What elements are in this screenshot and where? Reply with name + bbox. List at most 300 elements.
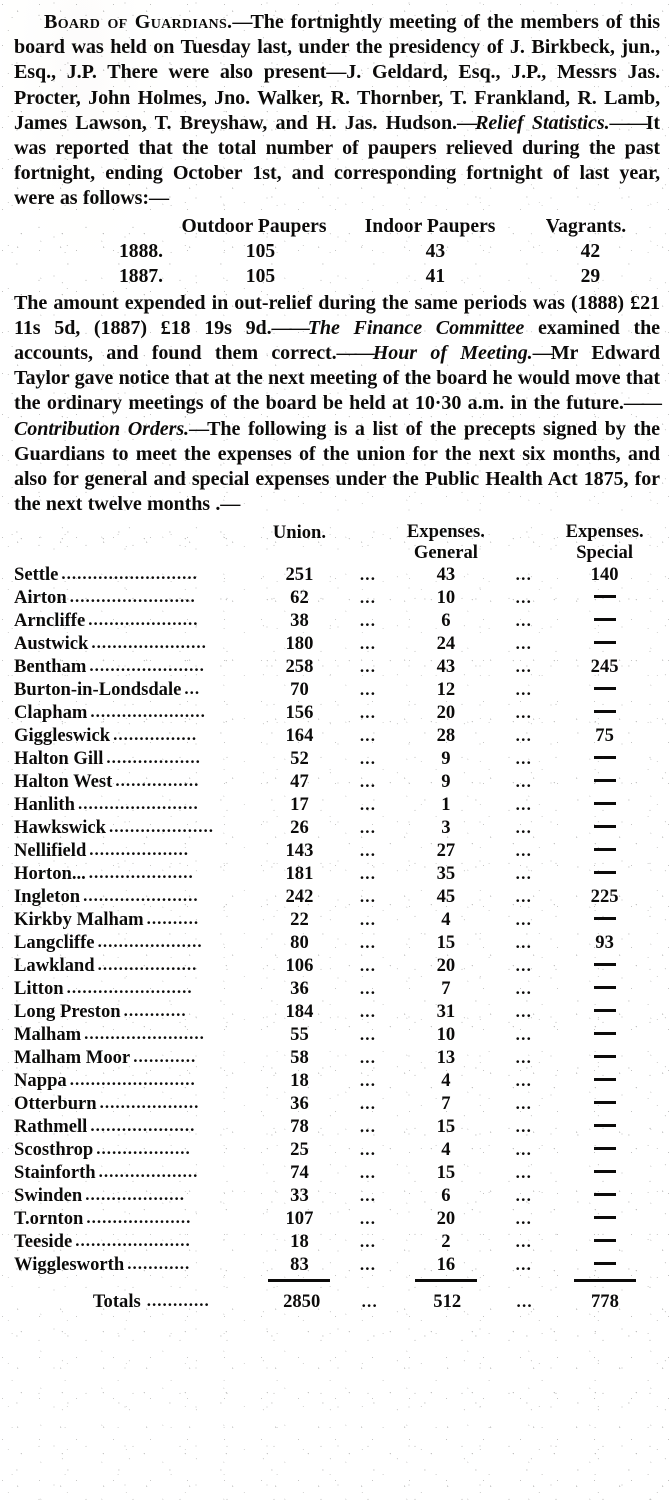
precept-special-value	[549, 1000, 660, 1023]
precept-township-name: Nellifield	[14, 840, 87, 862]
precept-special-value	[549, 1161, 660, 1184]
row-dots-2: ...	[515, 634, 533, 654]
precept-union-value: 47	[290, 771, 309, 793]
precept-name-cell	[14, 1253, 256, 1276]
precept-union-value: 22	[290, 909, 309, 931]
leader-dots: ......................	[91, 633, 207, 653]
hour-separator: ——	[336, 342, 373, 365]
row-dots-2: ...	[515, 818, 533, 838]
leader-dots: ........................	[69, 587, 196, 607]
precept-name-cell	[14, 839, 256, 862]
precept-general-value: 15	[436, 932, 456, 954]
nil-dash-icon	[594, 1239, 616, 1242]
row-dots-2: ...	[515, 680, 533, 700]
precept-name-cell	[14, 954, 256, 977]
precept-name-cell	[14, 586, 256, 609]
totals-union-value: 2850	[283, 1291, 321, 1313]
leader-dots: ..................	[96, 1139, 191, 1159]
precept-general-value: 6	[441, 1185, 451, 1207]
precept-name-cell	[14, 1184, 256, 1207]
precept-union-value: 36	[290, 1093, 309, 1115]
precept-special-value: 225	[590, 886, 619, 908]
finance-text: examined the accounts, and found them correct.	[14, 316, 660, 365]
row-dots-2: ...	[515, 772, 533, 792]
nil-dash-icon	[594, 963, 616, 966]
contribution-orders-heading: Contribution Orders.	[14, 417, 189, 440]
precept-name-cell	[14, 1161, 256, 1184]
leader-dots: .......................	[77, 794, 199, 814]
precept-special-value	[549, 1115, 660, 1138]
precept-name-cell	[14, 770, 256, 793]
nil-dash-icon	[594, 802, 616, 805]
leader-dots: ................	[115, 771, 200, 791]
totals-label: Totals	[92, 1291, 141, 1313]
row-dots-1: ...	[359, 1048, 377, 1068]
row-dots-1: ...	[359, 1255, 377, 1275]
precept-township-name: Hawkswick	[14, 817, 106, 839]
row-dots-2: ...	[515, 657, 533, 677]
row-dots-1: ...	[359, 1140, 377, 1160]
precepts-col-expenses-special	[549, 521, 660, 563]
nil-dash-icon	[594, 618, 616, 621]
leader-dots: ..........	[146, 909, 200, 929]
row-dots-1: ...	[359, 910, 377, 930]
pauper-year: 1887.	[118, 265, 164, 287]
precept-general-value: 20	[436, 1208, 456, 1230]
row-dots-2: ...	[515, 795, 533, 815]
row-dots-1: ...	[359, 1163, 377, 1183]
article-body	[14, 10, 660, 212]
leader-dots: ...................	[97, 955, 198, 975]
precept-township-name: Litton	[14, 978, 64, 1000]
row-dots-1: ...	[359, 841, 377, 861]
pauper-row-1888	[14, 239, 660, 264]
pauper-table-header-row	[14, 214, 660, 239]
precept-township-name: Lawkland	[14, 955, 95, 977]
precept-township-name: Horton...	[14, 863, 86, 885]
leader-dots: ............	[123, 1001, 187, 1021]
table-row	[14, 1000, 660, 1023]
pauper-row-1887	[14, 264, 660, 289]
totals-leader-dots: ............	[146, 1291, 210, 1311]
precept-union-value: 38	[290, 610, 309, 632]
precept-township-name: Rathmell	[14, 1116, 88, 1138]
precept-township-name: Long Preston	[14, 1001, 121, 1023]
precept-special-value	[549, 816, 660, 839]
nil-dash-icon	[594, 687, 616, 690]
article-heading: Board of Guardians.	[44, 11, 233, 33]
leader-dots: ......................	[89, 656, 205, 676]
leader-dots: ...	[184, 679, 201, 699]
totals-rule-row	[14, 1276, 660, 1284]
precept-special-value: 245	[590, 656, 619, 678]
table-row	[14, 1161, 660, 1184]
precept-general-value: 16	[436, 1254, 456, 1276]
hour-dash: —	[532, 342, 551, 365]
row-dots-1: ...	[359, 1071, 377, 1091]
row-dots-2: ...	[515, 703, 533, 723]
precept-township-name: Otterburn	[14, 1093, 97, 1115]
nil-dash-icon	[594, 871, 616, 874]
pauper-statistics-table	[14, 214, 660, 289]
relief-text: It was reported that the total number of paupers relieved during the past fortnight, ending October 1st, and corresponding fortnight of last year, were as follows:—	[14, 111, 660, 210]
leader-dots: ..........................	[61, 564, 198, 584]
table-row	[14, 563, 660, 586]
precept-special-value	[549, 862, 660, 885]
pauper-year: 1888.	[118, 240, 164, 262]
row-dots-2: ...	[515, 1071, 533, 1091]
row-dots-2: ...	[515, 956, 533, 976]
precept-township-name: T.ornton	[14, 1208, 84, 1230]
precept-special-value	[549, 1023, 660, 1046]
row-dots-2: ...	[515, 749, 533, 769]
precept-union-value: 25	[290, 1139, 309, 1161]
article-body-continued	[14, 291, 660, 518]
precept-general-value: 10	[436, 587, 456, 609]
precept-union-value: 58	[290, 1047, 309, 1069]
precept-name-cell	[14, 632, 256, 655]
rule-under-union	[256, 1279, 342, 1282]
totals-special-value: 778	[591, 1291, 619, 1313]
row-dots-1: ...	[359, 887, 377, 907]
nil-dash-icon	[594, 986, 616, 989]
precept-name-cell	[14, 701, 256, 724]
precept-general-value: 15	[436, 1116, 456, 1138]
table-row	[14, 747, 660, 770]
table-row	[14, 1230, 660, 1253]
leader-dots: .......................	[84, 1024, 205, 1044]
precept-general-value: 45	[436, 886, 456, 908]
precept-name-cell	[14, 1092, 256, 1115]
row-dots-1: ...	[359, 680, 377, 700]
precept-union-value: 70	[290, 679, 309, 701]
nil-dash-icon	[594, 1101, 616, 1104]
precept-union-value: 74	[290, 1162, 309, 1184]
table-row	[14, 793, 660, 816]
precept-general-value: 2	[441, 1231, 451, 1253]
row-dots-2: ...	[515, 1140, 533, 1160]
nil-dash-icon	[594, 641, 616, 644]
leader-dots: ...................	[89, 840, 190, 860]
totals-general-value: 512	[433, 1291, 462, 1313]
precept-name-cell	[14, 1046, 256, 1069]
pauper-col-indoor: Indoor Paupers	[364, 215, 496, 237]
table-row	[14, 954, 660, 977]
relief-separator: ——	[609, 111, 646, 134]
precept-name-cell	[14, 1000, 256, 1023]
nil-dash-icon	[594, 756, 616, 759]
precept-name-cell	[14, 747, 256, 770]
precept-name-cell	[14, 1069, 256, 1092]
precept-general-value: 27	[436, 840, 456, 862]
table-row	[14, 1184, 660, 1207]
leader-dots: ....................	[108, 817, 214, 837]
table-row	[14, 1253, 660, 1276]
table-row	[14, 1092, 660, 1115]
row-dots-1: ...	[359, 933, 377, 953]
table-row	[14, 724, 660, 747]
table-row	[14, 839, 660, 862]
precepts-col-union: Union.	[272, 522, 327, 544]
row-dots-1: ...	[359, 726, 377, 746]
precept-general-value: 43	[436, 564, 456, 586]
precept-name-cell	[14, 862, 256, 885]
precept-union-value: 52	[290, 748, 309, 770]
leader-dots: ........................	[69, 1070, 196, 1090]
precept-name-cell	[14, 977, 256, 1000]
nil-dash-icon	[594, 595, 616, 598]
table-row	[14, 701, 660, 724]
precept-general-value: 24	[436, 633, 456, 655]
row-dots-2: ...	[515, 910, 533, 930]
row-dots-1: ...	[359, 1117, 377, 1137]
row-dots-2: ...	[515, 1232, 533, 1252]
precept-name-cell	[14, 678, 256, 701]
precept-special-value	[549, 1184, 660, 1207]
precept-special-value	[549, 1230, 660, 1253]
precept-union-value: 184	[285, 1001, 314, 1023]
precept-union-value: 251	[285, 564, 314, 586]
table-row	[14, 931, 660, 954]
precept-name-cell	[14, 609, 256, 632]
precept-special-value: 75	[595, 725, 614, 747]
precept-name-cell	[14, 724, 256, 747]
precept-special-value	[549, 678, 660, 701]
row-dots-1: ...	[359, 818, 377, 838]
precept-general-value: 10	[436, 1024, 456, 1046]
leader-dots: ............	[127, 1254, 191, 1274]
precept-union-value: 83	[290, 1254, 309, 1276]
nil-dash-icon	[594, 1193, 616, 1196]
precept-name-cell	[14, 655, 256, 678]
nil-dash-icon	[594, 1055, 616, 1058]
row-dots-2: ...	[515, 887, 533, 907]
row-dots-2: ...	[515, 611, 533, 631]
precept-special-value	[549, 747, 660, 770]
row-dots-1: ...	[359, 634, 377, 654]
table-row	[14, 816, 660, 839]
precepts-row-container	[14, 563, 660, 1276]
precept-special-value	[549, 701, 660, 724]
contribution-text: The following is a list of the precepts signed by the Guardians to meet the expenses of the union for the next six months, and also for general and special expenses under the Public Health Act 1875, for the next twelve months .—	[14, 417, 661, 516]
precept-township-name: Malham Moor	[14, 1047, 131, 1069]
precepts-col-expenses-general	[393, 521, 498, 563]
row-dots-2: ...	[515, 933, 533, 953]
precept-general-value: 20	[436, 702, 456, 724]
expenses-special-line1: Expenses.	[565, 521, 644, 543]
precept-township-name: Scosthrop	[14, 1139, 94, 1161]
row-dots-1: ...	[359, 979, 377, 999]
nil-dash-icon	[594, 848, 616, 851]
outrelief-text: The amount expended in out-relief during the same periods was (1888) £21 11s 5d, (1887) £18 19s 9d.	[14, 291, 660, 339]
rule-under-special	[549, 1279, 660, 1282]
row-dots-2: ...	[515, 588, 533, 608]
precept-union-value: 62	[290, 587, 309, 609]
precept-township-name: Nappa	[14, 1070, 67, 1092]
row-dots-1: ...	[359, 795, 377, 815]
precept-name-cell	[14, 1115, 256, 1138]
totals-dots-1: ...	[361, 1292, 378, 1312]
row-dots-1: ...	[359, 1232, 377, 1252]
precept-special-value	[549, 1138, 660, 1161]
pauper-vagrants-value: 29	[580, 265, 601, 287]
precept-union-value: 80	[290, 932, 309, 954]
pauper-col-vagrants: Vagrants.	[545, 215, 627, 237]
nil-dash-icon	[594, 917, 616, 920]
precept-name-cell	[14, 1230, 256, 1253]
precept-township-name: Halton Gill	[14, 748, 104, 770]
table-row	[14, 586, 660, 609]
expenses-special-line2: Special	[576, 542, 634, 564]
precept-union-value: 180	[285, 633, 314, 655]
row-dots-1: ...	[359, 657, 377, 677]
precept-township-name: Airton	[14, 587, 67, 609]
table-row	[14, 609, 660, 632]
paragraph-finance	[14, 291, 660, 518]
precept-name-cell	[14, 931, 256, 954]
finance-separator: ——	[271, 316, 308, 339]
precept-general-value: 3	[441, 817, 451, 839]
row-dots-2: ...	[515, 1255, 533, 1275]
row-dots-1: ...	[359, 1025, 377, 1045]
row-dots-2: ...	[515, 565, 533, 585]
precept-general-value: 9	[441, 771, 451, 793]
row-dots-1: ...	[359, 588, 377, 608]
precept-union-value: 156	[285, 702, 314, 724]
precept-general-value: 13	[436, 1047, 456, 1069]
precept-general-value: 4	[441, 1139, 451, 1161]
leader-dots: ...................	[98, 1162, 199, 1182]
table-row	[14, 977, 660, 1000]
precept-special-value	[549, 954, 660, 977]
nil-dash-icon	[594, 1124, 616, 1127]
totals-label-cell	[14, 1290, 259, 1313]
row-dots-2: ...	[515, 1163, 533, 1183]
pauper-col-outdoor: Outdoor Paupers	[181, 215, 327, 237]
precept-township-name: Settle	[14, 564, 59, 586]
nil-dash-icon	[594, 1009, 616, 1012]
leader-dots: ...................	[85, 1185, 185, 1205]
table-row	[14, 655, 660, 678]
precept-union-value: 143	[285, 840, 314, 862]
precept-special-value	[549, 586, 660, 609]
precept-township-name: Langcliffe	[14, 932, 95, 954]
precept-general-value: 9	[441, 748, 451, 770]
precept-general-value: 43	[436, 656, 456, 678]
rule-under-general	[393, 1279, 498, 1282]
heading-dash: —	[232, 11, 251, 33]
precept-name-cell	[14, 885, 256, 908]
precept-general-value: 7	[441, 1093, 451, 1115]
leader-dots: ......................	[90, 702, 206, 722]
precept-special-value	[549, 1069, 660, 1092]
precept-union-value: 26	[290, 817, 309, 839]
relief-statistics-heading: Relief Statistics.	[475, 111, 610, 134]
contribution-dash: —	[188, 417, 208, 440]
table-row	[14, 1046, 660, 1069]
precept-township-name: Swinden	[14, 1185, 83, 1207]
row-dots-1: ...	[359, 1209, 377, 1229]
table-row	[14, 885, 660, 908]
nil-dash-icon	[594, 779, 616, 782]
precept-name-cell	[14, 563, 256, 586]
row-dots-2: ...	[515, 726, 533, 746]
precept-special-value	[549, 609, 660, 632]
hour-of-meeting-heading: Hour of Meeting.	[372, 342, 533, 365]
precept-general-value: 4	[441, 909, 451, 931]
precept-township-name: Hanlith	[14, 794, 75, 816]
row-dots-2: ...	[515, 841, 533, 861]
precept-general-value: 4	[441, 1070, 451, 1092]
table-row	[14, 862, 660, 885]
precept-general-value: 31	[436, 1001, 456, 1023]
precept-general-value: 28	[436, 725, 456, 747]
nil-dash-icon	[594, 1032, 616, 1035]
precept-township-name: Stainforth	[14, 1162, 96, 1184]
precept-union-value: 181	[285, 863, 314, 885]
row-dots-2: ...	[515, 1048, 533, 1068]
pauper-outdoor-value: 105	[245, 240, 276, 262]
leader-dots: ....................	[88, 863, 194, 883]
row-dots-1: ...	[359, 1094, 377, 1114]
precept-general-value: 20	[436, 955, 456, 977]
hour-text: Mr Edward Taylor gave notice that at the next meeting of the board he would move that the ordinary meetings of the board be held at 10·30 a.m. in the future.	[14, 342, 660, 415]
nil-dash-icon	[594, 710, 616, 713]
precept-special-value	[549, 1092, 660, 1115]
precept-union-value: 17	[290, 794, 309, 816]
precept-township-name: Austwick	[14, 633, 89, 655]
row-dots-1: ...	[359, 1002, 377, 1022]
table-row	[14, 632, 660, 655]
row-dots-2: ...	[515, 1025, 533, 1045]
totals-dots-2: ...	[516, 1292, 533, 1312]
precept-general-value: 1	[441, 794, 451, 816]
nil-dash-icon	[594, 1262, 616, 1265]
precept-name-cell	[14, 1023, 256, 1046]
leader-dots: .....................	[88, 610, 199, 630]
row-dots-2: ...	[515, 979, 533, 999]
row-dots-1: ...	[359, 864, 377, 884]
precept-township-name: Halton West	[14, 771, 113, 793]
precept-township-name: Giggleswick	[14, 725, 111, 747]
row-dots-1: ...	[359, 565, 377, 585]
leader-dots: ...................	[99, 1093, 200, 1113]
row-dots-2: ...	[515, 1186, 533, 1206]
finance-committee-heading: The Finance Committee	[307, 316, 525, 339]
table-row	[14, 1069, 660, 1092]
precept-union-value: 18	[290, 1231, 309, 1253]
precept-special-value: 93	[595, 932, 614, 954]
precept-general-value: 35	[436, 863, 456, 885]
precept-name-cell	[14, 816, 256, 839]
row-dots-2: ...	[515, 1117, 533, 1137]
precept-general-value: 15	[436, 1162, 456, 1184]
precept-name-cell	[14, 1207, 256, 1230]
precept-special-value	[549, 793, 660, 816]
expenses-general-line2: General	[413, 542, 478, 564]
nil-dash-icon	[594, 1147, 616, 1150]
precept-union-value: 33	[290, 1185, 309, 1207]
leader-dots: ........................	[66, 978, 193, 998]
precept-name-cell	[14, 793, 256, 816]
precept-township-name: Teeside	[14, 1231, 73, 1253]
table-row	[14, 678, 660, 701]
row-dots-2: ...	[515, 1002, 533, 1022]
precepts-header-row	[14, 521, 660, 563]
precept-union-value: 36	[290, 978, 309, 1000]
precept-township-name: Wigglesworth	[14, 1254, 125, 1276]
row-dots-2: ...	[515, 1209, 533, 1229]
